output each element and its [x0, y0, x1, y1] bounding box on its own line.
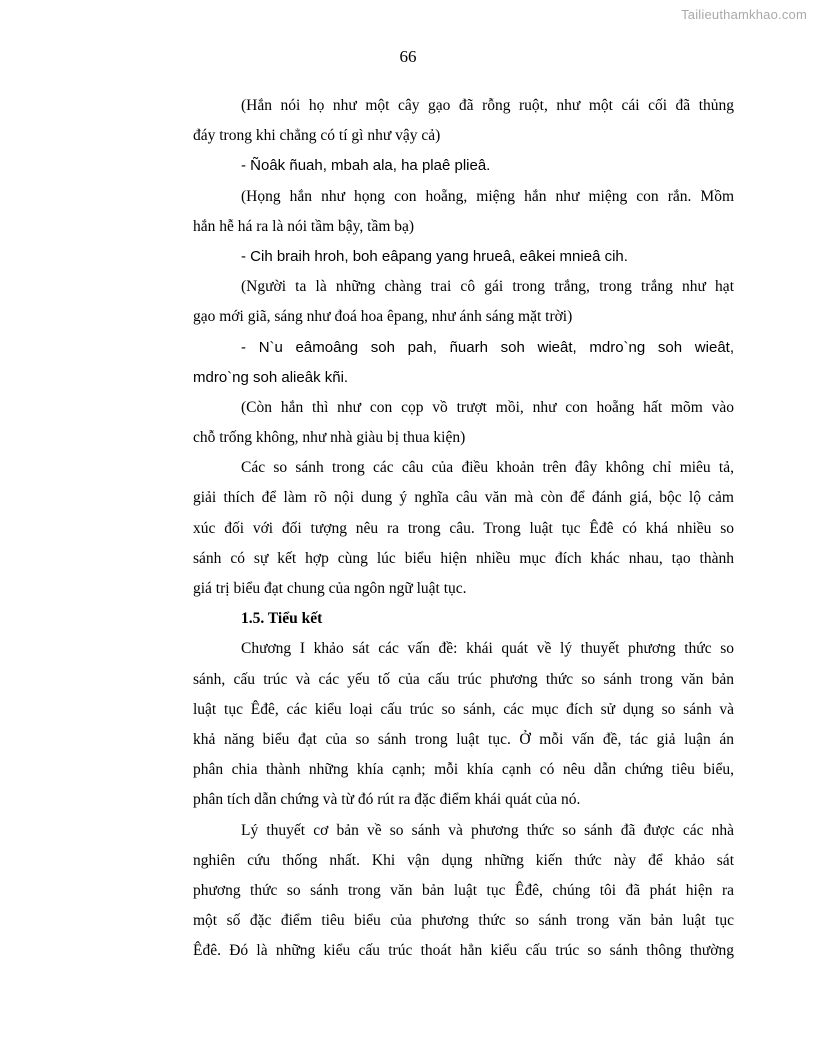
text-line: Các so sánh trong các câu của điều khoản trên đây không chỉ miêu tả,: [241, 459, 734, 477]
page-number: 66: [399, 47, 417, 66]
text-line: Lý thuyết cơ bản về so sánh và phương thức so sánh đã được các nhà: [241, 821, 734, 839]
text-line: xúc đối với đối tượng nêu ra trong câu. Trong luật tục Êđê có khá nhiều so: [193, 519, 734, 537]
text-line: một số đặc điểm tiêu biểu của phương thức so sánh trong văn bản luật tục: [193, 912, 734, 930]
text-line: đáy trong khi chẳng có tí gì như vậy cả): [193, 127, 441, 145]
text-line: (Người ta là những chàng trai cô gái trong trắng, trong trắng như hạt: [241, 278, 734, 296]
text-line: - Cih braih hroh, boh eâpang yang hrueâ, eâkei mnieâ cih.: [241, 247, 628, 265]
text-line: chỗ trống không, như nhà giàu bị thua kiện): [193, 429, 466, 447]
text-line: giải thích để làm rõ nội dung ý nghĩa câu văn mà còn để đánh giá, bộc lộ cảm: [193, 489, 734, 507]
text-line: - N`u eâmoâng soh pah, ñuarh soh wieât, mdro`ng soh wieât,: [241, 338, 734, 356]
text-line: 1.5. Tiểu kết: [241, 610, 323, 628]
text-line: giá trị biểu đạt chung của ngôn ngữ luật tục.: [193, 580, 467, 597]
text-line: (Hắn nói họ như một cây gạo đã rỗng ruột, như một cái cối đã thủng: [241, 97, 734, 114]
text-line: nghiên cứu thống nhất. Khi vận dụng những kiến thức này để khảo sát: [193, 851, 734, 869]
text-line: phân chia thành những khía cạnh; mỗi khía cạnh có nêu dẫn chứng tiêu biểu,: [193, 761, 734, 779]
text-line: hắn hễ há ra là nói tầm bậy, tầm bạ): [193, 217, 415, 235]
text-line: gạo mới giã, sáng như đoá hoa êpang, như ánh sáng mặt trời): [193, 308, 573, 326]
text-line: phương thức so sánh trong văn bản luật tục Êđê, chúng tôi đã phát hiện ra: [193, 881, 734, 899]
text-line: Chương I khảo sát các vấn đề: khái quát về lý thuyết phương thức so: [241, 640, 734, 658]
text-line: phân tích dẫn chứng và từ đó rút ra đặc điểm khái quát của nó.: [193, 791, 581, 809]
text-line: - Ñoâk ñuah, mbah ala, ha plaê plieâ.: [241, 157, 491, 175]
text-line: sánh có sự kết hợp cùng lúc biểu hiện nhiều mục đích khác nhau, tạo thành: [193, 549, 734, 567]
text-line: mdro`ng soh alieâk kñi.: [193, 368, 349, 386]
document-body: [193, 95, 734, 970]
text-line: sánh, cấu trúc và các yếu tố của cấu trúc phương thức so sánh trong văn bản: [193, 670, 734, 688]
watermark: Tailieuthamkhao.com: [681, 7, 807, 22]
text-line: Êđê. Đó là những kiểu cấu trúc thoát hẳn kiểu cấu trúc so sánh thông thường: [193, 942, 734, 960]
text-line: (Họng hắn như họng con hoẵng, miệng hắn như miệng con rắn. Mồm: [241, 187, 734, 205]
text-line: luật tục Êđê, các kiểu loại cấu trúc so sánh, các mục đích sử dụng so sánh và: [193, 700, 734, 718]
text-line: khả năng biểu đạt của so sánh trong luật tục. Ở mỗi vấn đề, tác giả luận án: [193, 730, 734, 748]
text-line: (Còn hắn thì như con cọp vồ trượt mồi, như con hoẵng hất mõm vào: [241, 398, 734, 416]
